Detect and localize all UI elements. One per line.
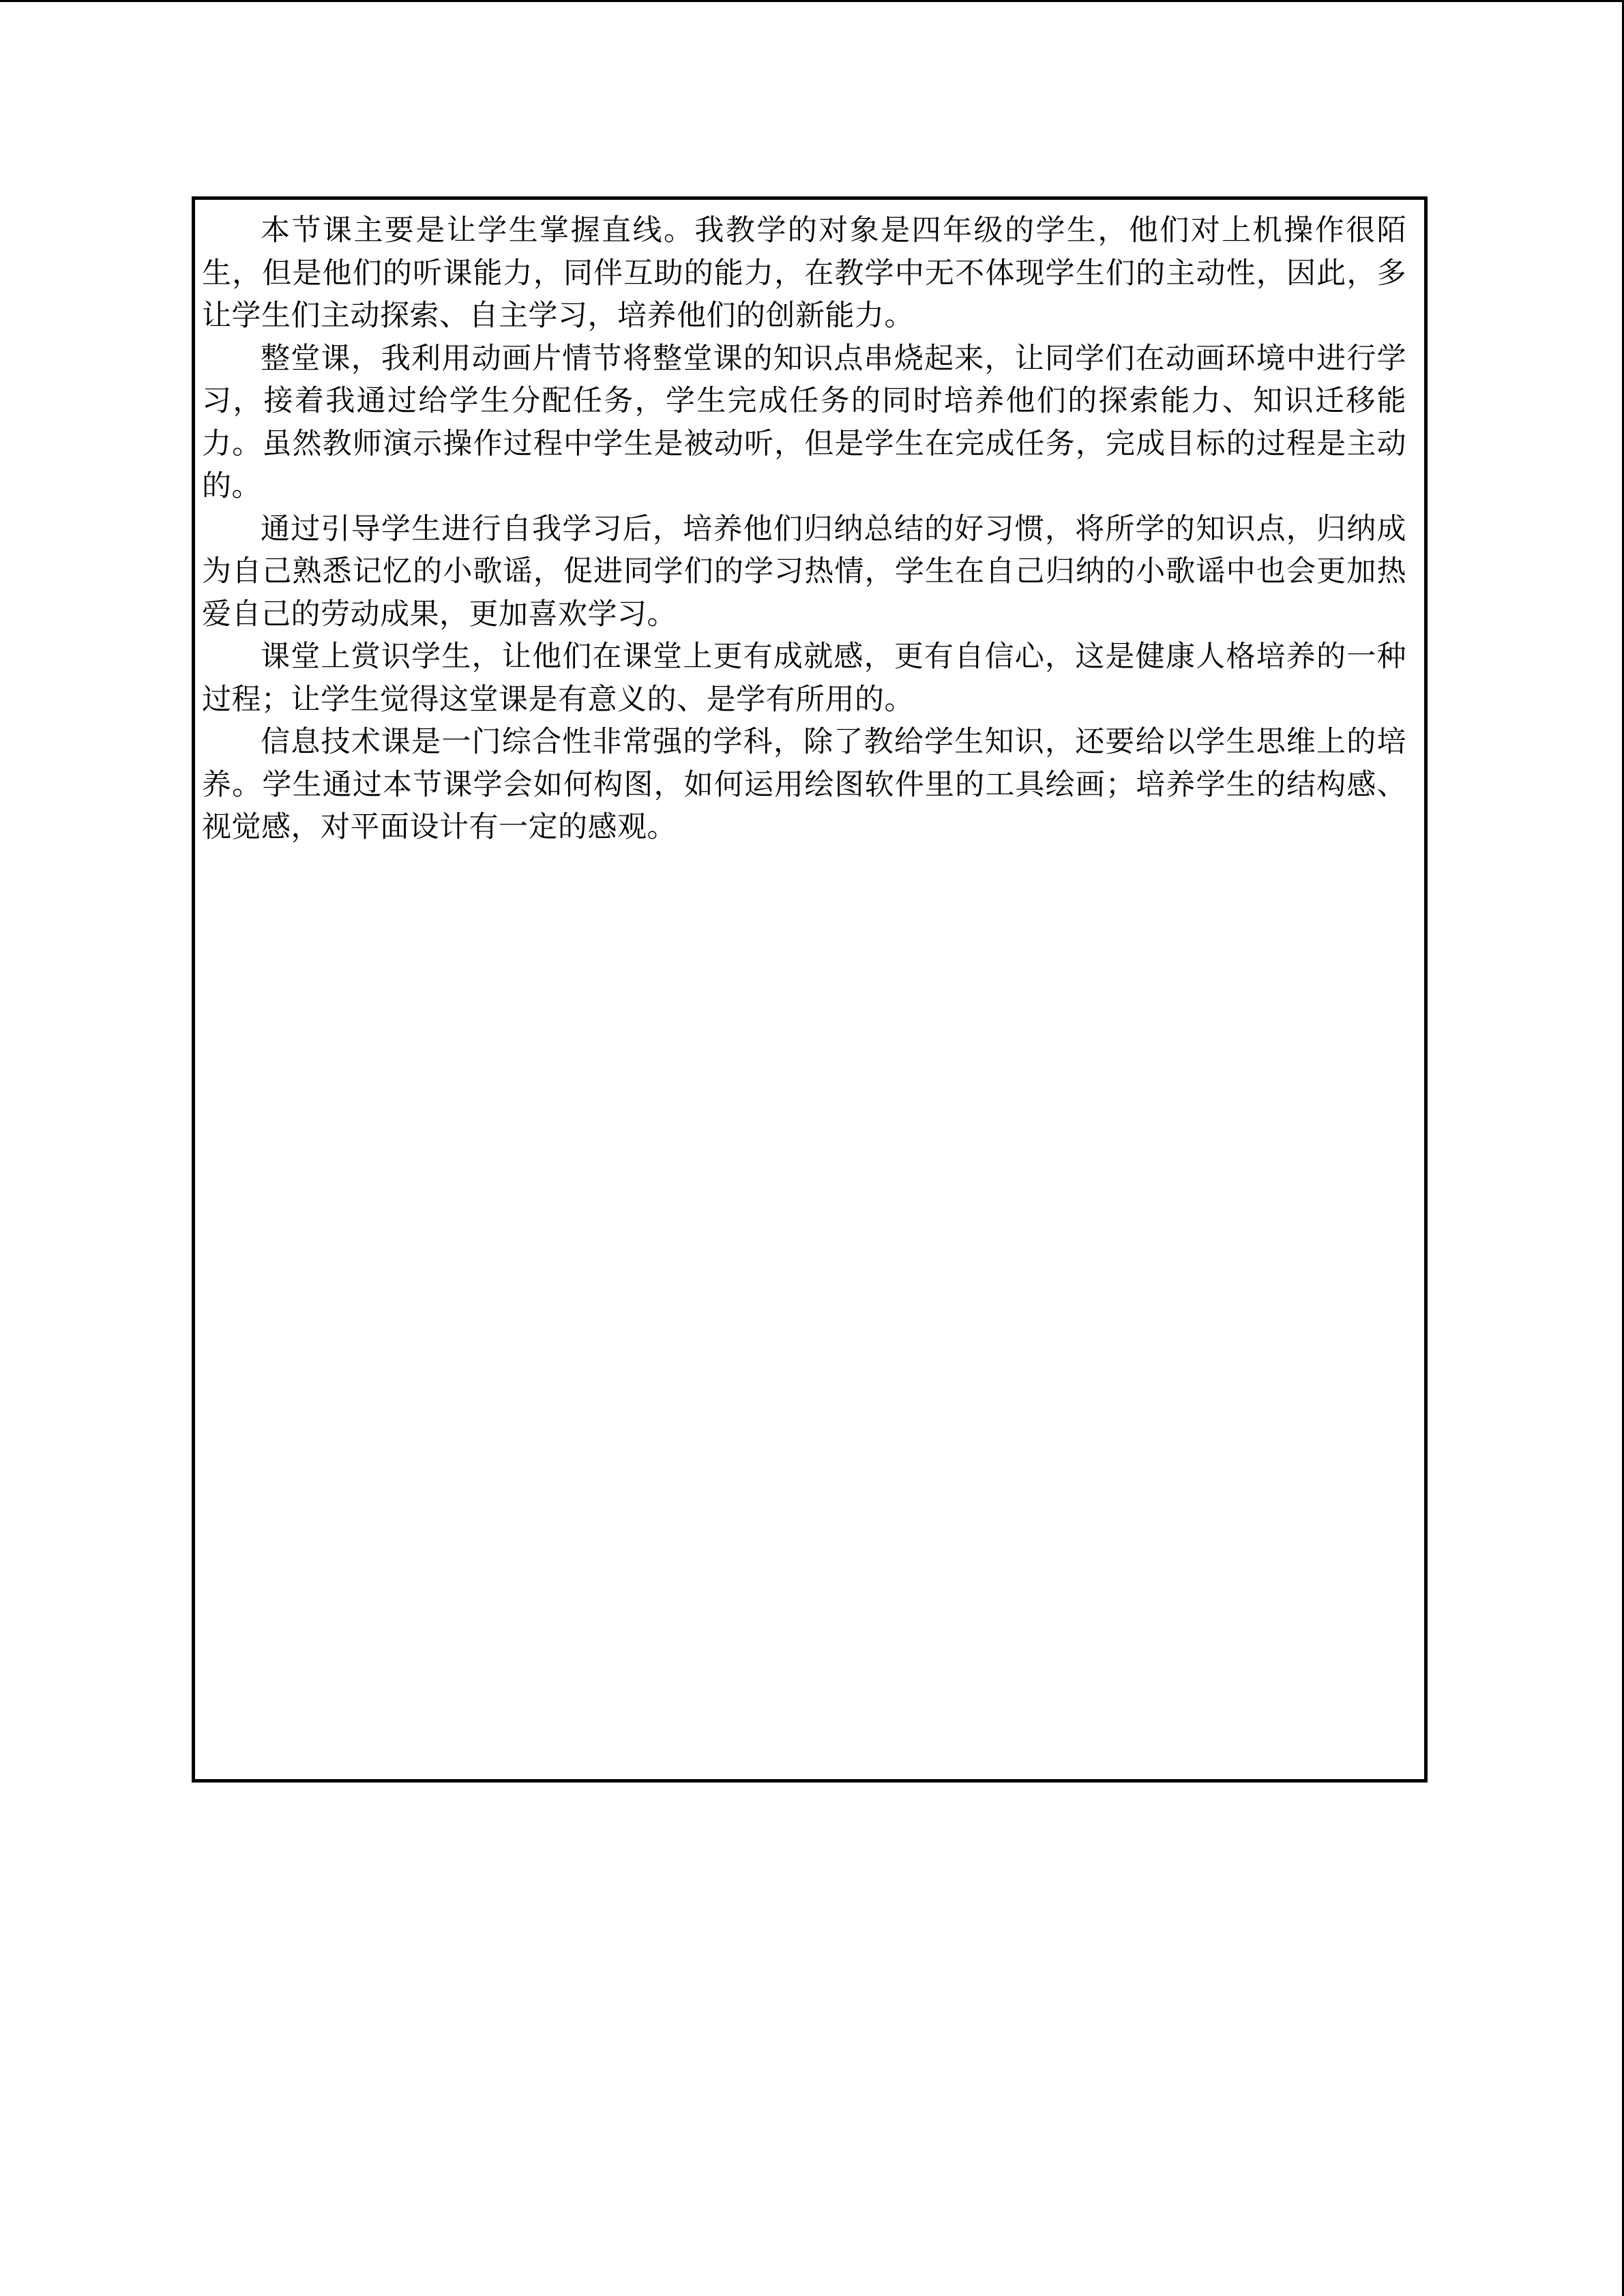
teaching-reflection-box [192,196,1428,1783]
paragraph-4: 课堂上赏识学生，让他们在课堂上更有成就感，更有自信心，这是健康人格培养的一种过程；让学生觉得这堂课是有意义的、是学有所用的。 [202,640,1406,717]
paragraph-1: 本节课主要是让学生掌握直线。我教学的对象是四年级的学生，他们对上机操作很陌生，但是他们的听课能力，同伴互助的能力，在教学中无不体现学生们的主动性，因此，多让学生们主动探索、自主学习，培养他们的创新能力。 [202,213,1406,333]
paragraph-3: 通过引导学生进行自我学习后，培养他们归纳总结的好习惯，将所学的知识点，归纳成为自己熟悉记忆的小歌谣，促进同学们的学习热情，学生在自己归纳的小歌谣中也会更加热爱自己的劳动成果，更加喜欢学习。 [202,511,1406,631]
paragraph-2: 整堂课，我利用动画片情节将整堂课的知识点串烧起来，让同学们在动画环境中进行学习，接着我通过给学生分配任务，学生完成任务的同时培养他们的探索能力、知识迁移能力。虽然教师演示操作过程中学生是被动听，但是学生在完成任务，完成目标的过程是主动的。 [202,341,1406,503]
page-top-border [0,0,1624,2]
paragraph-5: 信息技术课是一门综合性非常强的学科，除了教给学生知识，还要给以学生思维上的培养。学生通过本节课学会如何构图，如何运用绘图软件里的工具绘画；培养学生的结构感、视觉感，对平面设计有一定的感观。 [202,725,1406,844]
